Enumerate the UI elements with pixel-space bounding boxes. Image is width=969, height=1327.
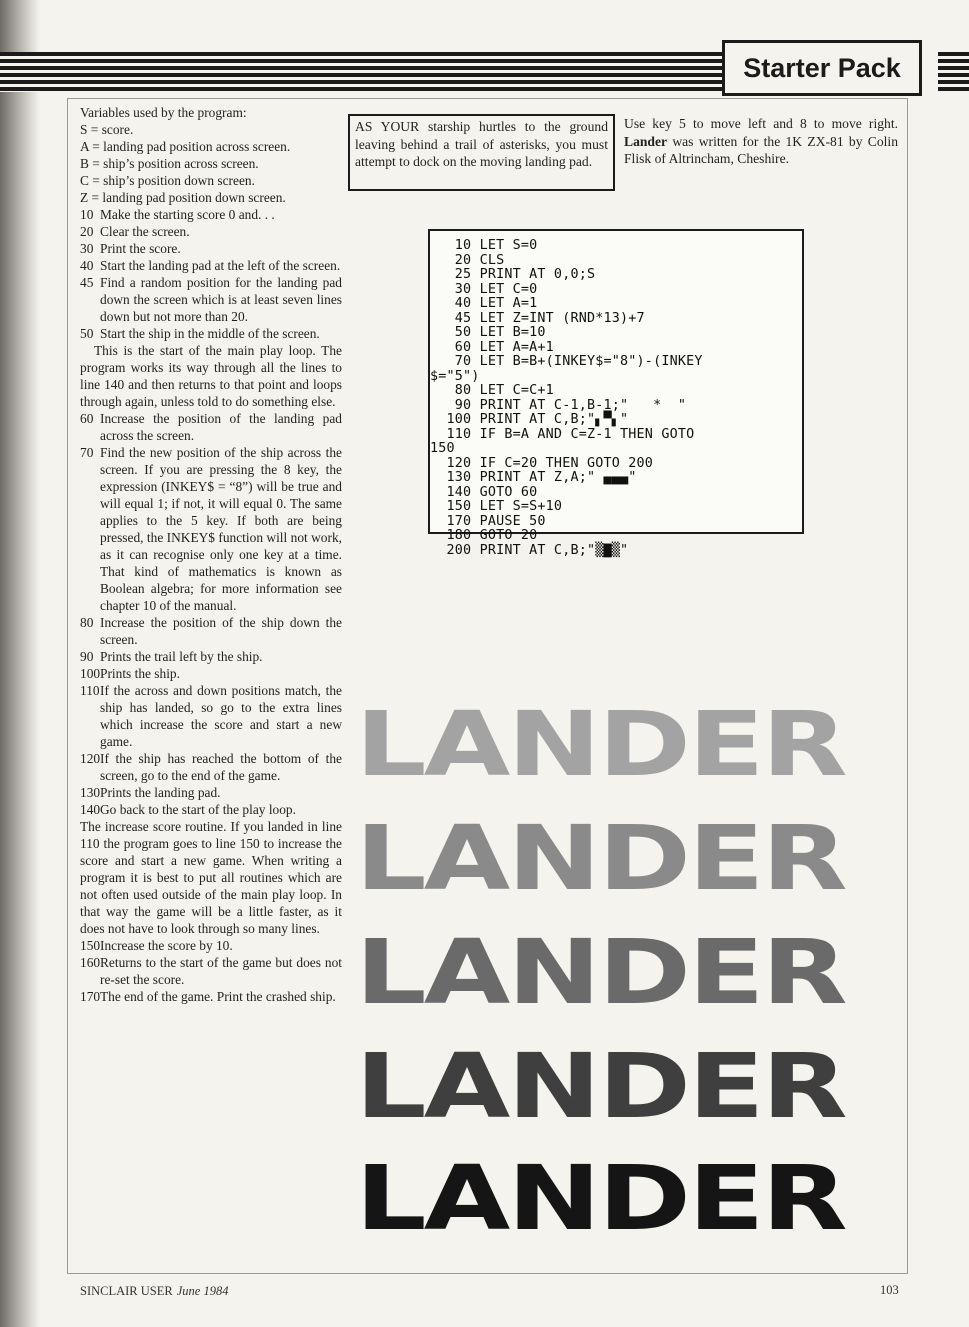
note-line-number: 60	[80, 411, 94, 426]
note-line-number: 140	[80, 802, 101, 817]
listing-line: 10 LET S=0	[430, 238, 538, 253]
listing-line: 90 PRINT AT C-1,B-1;" * "	[430, 397, 687, 413]
listing-line: 100 PRINT AT C,B;"▖▀▖"	[430, 412, 629, 427]
note-text: Prints the ship.	[100, 666, 180, 681]
note-item	[80, 410, 342, 444]
listing-line: 40 LET A=1	[430, 296, 538, 311]
lander-logo-3: LANDER	[355, 920, 845, 1025]
note-text: Prints the landing pad.	[100, 785, 221, 800]
issue-date: June 1984	[176, 1284, 229, 1298]
notes-list-c	[80, 937, 342, 1005]
note-text: Go back to the start of the play loop.	[100, 802, 296, 817]
program-name: Lander	[624, 133, 668, 149]
note-item	[80, 750, 342, 784]
lander-logo-4: LANDER	[355, 1034, 845, 1139]
note-item	[80, 206, 342, 223]
variable-line: Z = landing pad position down screen.	[80, 190, 286, 205]
note-text: Make the starting score 0 and. . .	[100, 207, 275, 222]
intro-continued	[624, 115, 898, 168]
listing-line: 200 PRINT AT C,B;"▒▇▒"	[430, 542, 629, 558]
lander-logo-2: LANDER	[355, 806, 845, 911]
section-title: Starter Pack	[743, 53, 901, 83]
note-line-number: 130	[80, 785, 101, 800]
variables-block	[80, 104, 342, 206]
intro-lead: AS YOUR	[355, 119, 420, 134]
note-item	[80, 444, 342, 614]
variable-line: A = landing pad position across screen.	[80, 139, 291, 154]
notes-column	[80, 104, 342, 1005]
lander-logo-5: LANDER	[355, 1146, 845, 1251]
note-line-number: 50	[80, 326, 94, 341]
note-text: Start the landing pad at the left of the screen.	[100, 258, 341, 273]
note-line-number: 80	[80, 615, 94, 630]
note-item	[80, 648, 342, 665]
note-item	[80, 801, 342, 818]
note-text: Find the new position of the ship across the screen. If you are pressing the 8 key, the expression (INKEY$ = “8”) will be true and will equal 1; if not, it will equal 0. The same applies to the 5 key. If both are being pressed, the INKEY$ function will not work, as it can recognise only one key at a time. That kind of mathematics is known as Boolean algebra; for more information see chapter 10 of the manual.	[100, 445, 342, 613]
note-item	[80, 937, 342, 954]
section-tab	[722, 40, 922, 96]
note-text: If the ship has reached the bottom of the screen, go to the end of the game.	[100, 751, 342, 783]
header-stripes	[0, 52, 722, 92]
note-item	[80, 682, 342, 750]
variable-line: B = ship’s position across screen.	[80, 156, 259, 171]
note-item	[80, 614, 342, 648]
note-item	[80, 257, 342, 274]
listing-line: 140 GOTO 60	[430, 484, 538, 500]
note-item	[80, 274, 342, 325]
note-item	[80, 325, 342, 342]
note-item	[80, 784, 342, 801]
book-spine-shadow	[0, 0, 40, 1327]
note-line-number: 20	[80, 224, 94, 239]
listing-line: 110 IF B=A AND C=Z-1 THEN GOTO	[430, 426, 695, 442]
note-line-number: 150	[80, 938, 101, 953]
listing-line: 25 PRINT AT 0,0;S	[430, 267, 596, 282]
note-item	[80, 665, 342, 682]
variable-line: C = ship’s position down screen.	[80, 173, 255, 188]
author-text: was written for the 1K ZX-81 by Colin Flisk of Altrincham, Cheshire.	[624, 133, 898, 166]
note-line-number: 110	[80, 683, 100, 698]
note-line-number: 160	[80, 955, 101, 970]
listing-line: 80 LET C=C+1	[430, 383, 554, 398]
notes-list-b	[80, 410, 342, 818]
magazine-name: SINCLAIR USER	[80, 1284, 173, 1298]
notes-list-a	[80, 206, 342, 342]
note-line-number: 90	[80, 649, 94, 664]
note-text: Start the ship in the middle of the screen.	[100, 326, 320, 341]
note-text: Increase the position of the landing pad across the screen.	[100, 411, 342, 443]
note-line-number: 45	[80, 275, 94, 290]
intro-keys-text: Use key 5 to move left and 8 to move right.	[624, 116, 898, 131]
note-item	[80, 954, 342, 988]
listing-line: 150	[430, 441, 455, 456]
listing-line: 30 LET C=0	[430, 281, 538, 297]
intro-text: starship hurtles to the ground leaving behind a trail of asterisks, you must attempt to dock on the moving landing pad.	[355, 119, 608, 169]
note-text: Prints the trail left by the ship.	[100, 649, 263, 664]
listing-line: 150 LET S=S+10	[430, 499, 563, 514]
note-text: Increase the score by 10.	[100, 938, 233, 953]
note-text: Clear the screen.	[100, 224, 190, 239]
note-item	[80, 988, 342, 1005]
note-text: The end of the game. Print the crashed ship.	[100, 989, 336, 1004]
listing-line: 170 PAUSE 50	[430, 513, 546, 529]
listing-line: $="5")	[430, 368, 480, 384]
score-routine-paragraph: The increase score routine. If you landed in line 110 the program goes to line 150 to increase the score and start a new game. When writing a program it is best to put all routines which are not often used outside of the main play loop. In that way the game will be a little faster, as it does not have to look through so many lines.	[80, 819, 342, 936]
note-line-number: 10	[80, 207, 94, 222]
listing-code	[430, 231, 802, 558]
note-line-number: 120	[80, 751, 101, 766]
listing-line: 130 PRINT AT Z,A;" ▄▄▄"	[430, 470, 637, 485]
listing-line: 50 LET B=10	[430, 325, 546, 340]
note-text: If the across and down positions match, the ship has landed, so go to the extra lines which increase the score and start a new game.	[100, 683, 342, 749]
footer-magazine	[80, 1284, 228, 1299]
variable-line: S = score.	[80, 122, 134, 137]
program-listing	[428, 229, 804, 558]
note-text: Find a random position for the landing pad down the screen which is at least seven lines down but not more than 20.	[100, 275, 342, 324]
note-item	[80, 223, 342, 240]
listing-line: 20 CLS	[430, 252, 505, 268]
page-number: 103	[880, 1283, 899, 1297]
note-line-number: 100	[80, 666, 101, 681]
header-stripes-right	[938, 52, 969, 92]
note-line-number: 40	[80, 258, 94, 273]
lander-logo-1: LANDER	[355, 692, 845, 797]
note-line-number: 170	[80, 989, 101, 1004]
note-item	[80, 240, 342, 257]
note-text: Returns to the start of the game but does not re-set the score.	[100, 955, 342, 987]
note-text: Print the score.	[100, 241, 181, 256]
listing-line: 120 IF C=20 THEN GOTO 200	[430, 455, 654, 471]
listing-line: 70 LET B=B+(INKEY$="8")-(INKEY	[430, 354, 703, 369]
note-text: Increase the position of the ship down the screen.	[100, 615, 342, 647]
listing-line: 45 LET Z=INT (RND*13)+7	[430, 310, 645, 326]
note-line-number: 30	[80, 241, 94, 256]
listing-line: 60 LET A=A+1	[430, 339, 554, 355]
main-loop-paragraph: This is the start of the main play loop. The program works its way through all the lines to line 140 and then returns to that point and loops through again, unless told to do something else.	[80, 343, 342, 409]
listing-line: 180 GOTO 20	[430, 528, 538, 543]
intro-box	[348, 114, 615, 191]
note-line-number: 70	[80, 445, 94, 460]
variables-heading: Variables used by the program:	[80, 105, 247, 120]
